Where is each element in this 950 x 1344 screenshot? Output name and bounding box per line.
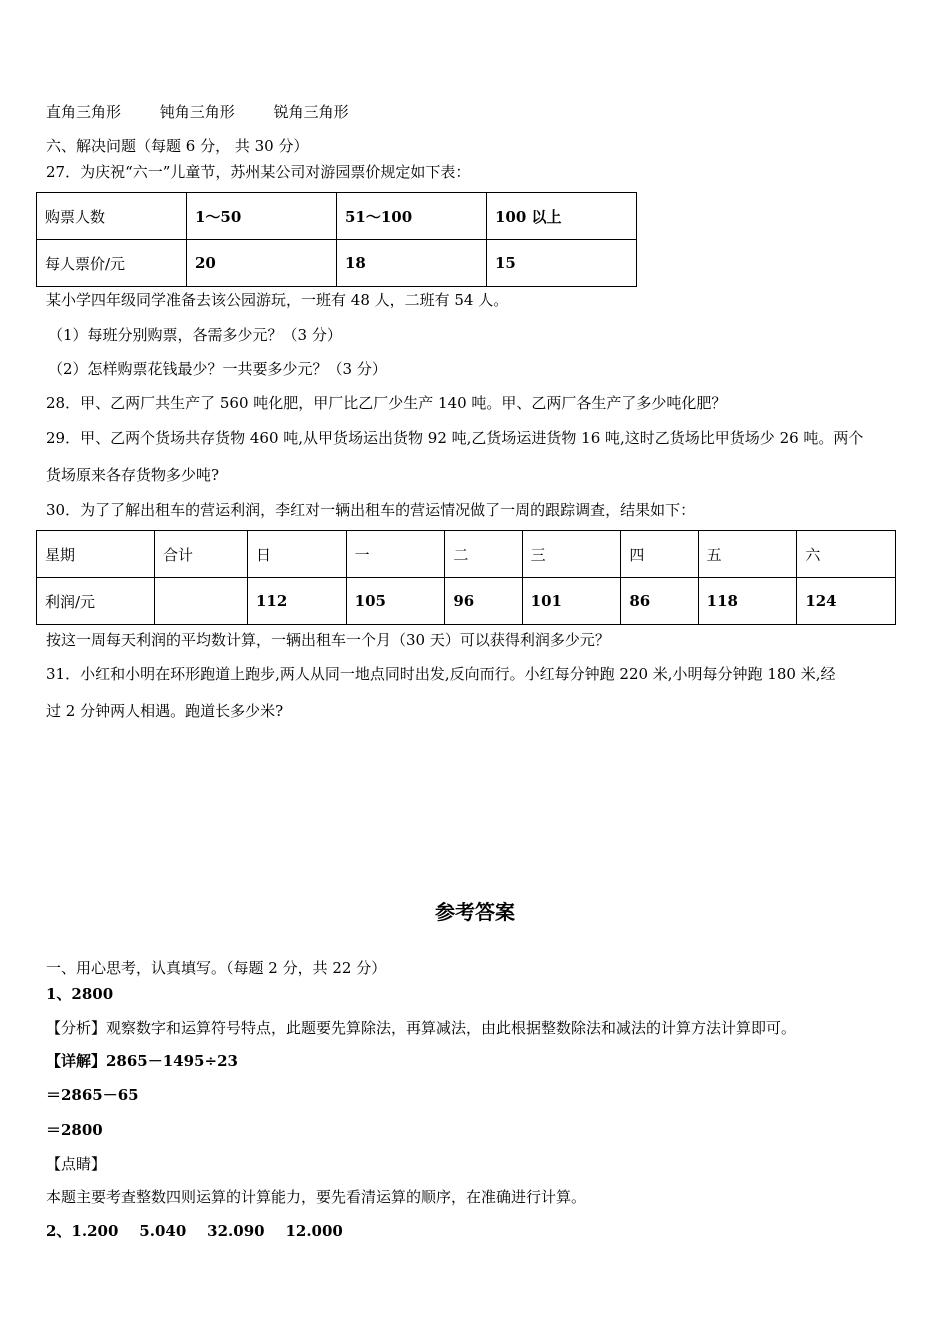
section6-heading: 六、解决问题（每题 6 分， 共 30 分） xyxy=(46,137,309,155)
q29-line2: 货场原来各存货物多少吨? xyxy=(46,466,220,484)
table-cell: 112 xyxy=(248,578,347,625)
answer-1: 1、2800 xyxy=(46,985,114,1003)
triangle-options xyxy=(46,102,383,122)
table-cell: 18 xyxy=(337,240,487,287)
q29-line1: 29．甲、乙两个货场共存货物 460 吨,从甲货场运出货物 92 吨,乙货场运进货物 16 吨,这时乙货场比甲货场少 26 吨。两个 xyxy=(46,429,864,447)
table-cell: 96 xyxy=(445,578,522,625)
table-cell: 二 xyxy=(445,531,522,578)
q28-text: 28．甲、乙两厂共生产了 560 吨化肥，甲厂比乙厂少生产 140 吨。甲、乙两厂各生产了多少吨化肥？ xyxy=(46,394,727,412)
q27-sub1: （1）每班分别购票，各需多少元？（3 分） xyxy=(48,326,342,344)
q30-after: 按这一周每天利润的平均数计算，一辆出租车一个月（30 天）可以获得利润多少元？ xyxy=(46,631,610,649)
table-cell: 日 xyxy=(248,531,347,578)
table-cell: 六 xyxy=(797,531,896,578)
ticket-price-table xyxy=(36,192,637,287)
table-cell: 15 xyxy=(487,240,637,287)
table-cell: 118 xyxy=(698,578,797,625)
table-cell: 一 xyxy=(346,531,445,578)
answer-1-detail: 【详解】2865－1495÷23 xyxy=(46,1052,238,1070)
table-cell: 51～100 xyxy=(337,193,487,240)
table-cell: 合计 xyxy=(155,531,248,578)
taxi-profit-table xyxy=(36,530,896,625)
answer-1-step1: ＝2865－65 xyxy=(46,1086,139,1104)
answer-1-comment: 本题主要考查整数四则运算的计算能力，要先看清运算的顺序，在准确进行计算。 xyxy=(46,1188,587,1206)
answer-1-step2: ＝2800 xyxy=(46,1121,103,1139)
table-cell: 124 xyxy=(797,578,896,625)
option-acute-triangle: 锐角三角形 xyxy=(273,103,349,121)
table-cell: 100 以上 xyxy=(487,193,637,240)
q31-line2: 过 2 分钟两人相遇。跑道长多少米? xyxy=(46,702,284,720)
table-row xyxy=(37,193,637,240)
table-cell: 101 xyxy=(522,578,621,625)
table-row xyxy=(37,240,637,287)
table-cell: 1～50 xyxy=(187,193,337,240)
answers-section1-heading: 一、用心思考，认真填写。（每题 2 分，共 22 分） xyxy=(46,959,387,977)
table-row xyxy=(37,578,896,625)
table-cell: 三 xyxy=(522,531,621,578)
table-cell: 每人票价/元 xyxy=(37,240,187,287)
answers-title: 参考答案 xyxy=(435,900,515,924)
table-cell: 五 xyxy=(698,531,797,578)
option-obtuse-triangle: 钝角三角形 xyxy=(159,103,235,121)
table-cell: 购票人数 xyxy=(37,193,187,240)
table-cell: 四 xyxy=(621,531,698,578)
q27-after: 某小学四年级同学准备去该公园游玩，一班有 48 人，二班有 54 人。 xyxy=(46,291,509,309)
q30-text: 30．为了了解出租车的营运利润，李红对一辆出租车的营运情况做了一周的跟踪调查，结果如下： xyxy=(46,501,696,519)
table-cell: 105 xyxy=(346,578,445,625)
q31-line1: 31．小红和小明在环形跑道上跑步,两人从同一地点同时出发,反向而行。小红每分钟跑 220 米,小明每分钟跑 180 米,经 xyxy=(46,665,836,683)
table-cell: 20 xyxy=(187,240,337,287)
option-right-triangle: 直角三角形 xyxy=(46,103,122,121)
answer-2: 2、1.200 5.040 32.090 12.000 xyxy=(46,1222,343,1240)
table-cell: 利润/元 xyxy=(37,578,155,625)
table-cell xyxy=(155,578,248,625)
q27-text: 27．为庆祝“六一”儿童节，苏州某公司对游园票价规定如下表： xyxy=(46,163,471,181)
table-cell: 星期 xyxy=(37,531,155,578)
answer-1-analysis: 【分析】观察数字和运算符号特点，此题要先算除法，再算减法，由此根据整数除法和减法的计算方法计算即可。 xyxy=(46,1019,797,1037)
table-cell: 86 xyxy=(621,578,698,625)
q27-sub2: （2）怎样购票花钱最少？一共要多少元？（3 分） xyxy=(48,360,387,378)
answer-1-comment-label: 【点睛】 xyxy=(46,1155,107,1173)
table-row xyxy=(37,531,896,578)
